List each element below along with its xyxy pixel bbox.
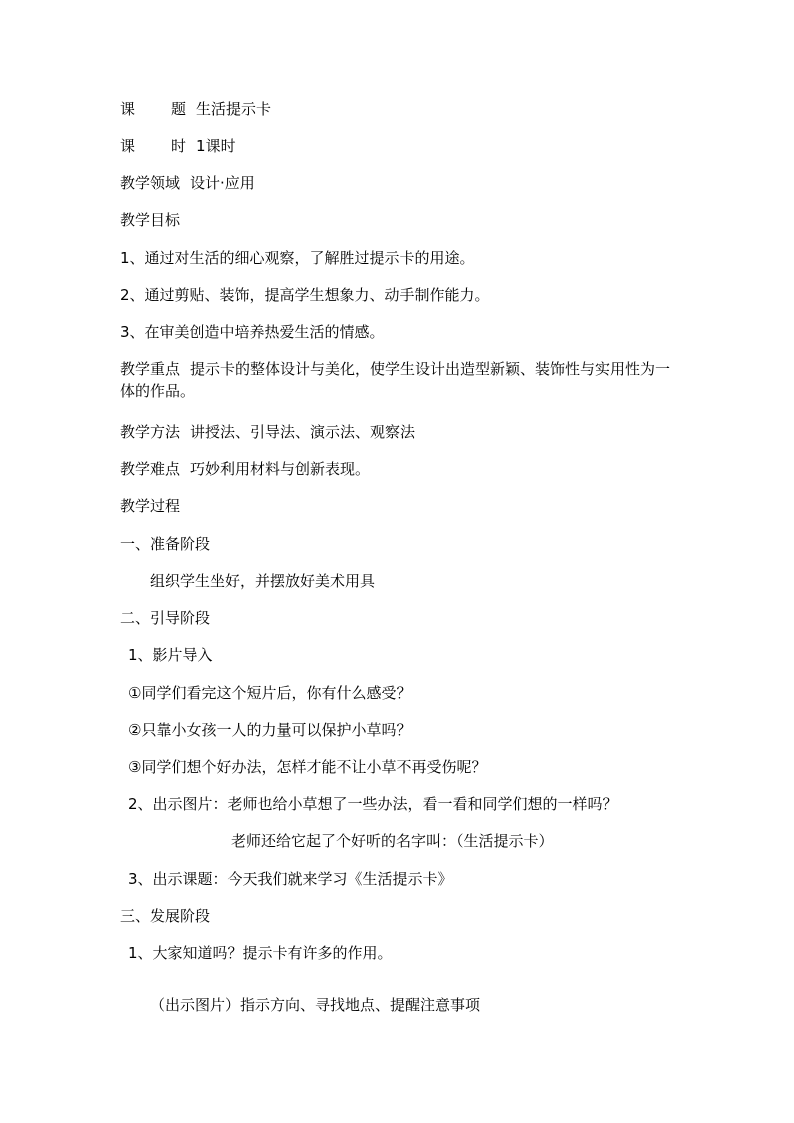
stage2-item: 3、出示课题：今天我们就来学习《生活提示卡》 <box>128 870 453 888</box>
stage3-item-continuation: （出示图片）指示方向、寻找地点、提醒注意事项 <box>150 996 481 1014</box>
time-label-b: 时 <box>171 137 187 155</box>
time-label-a: 课 <box>120 137 136 155</box>
methods-row <box>120 422 415 442</box>
topic-label-b: 题 <box>171 100 187 118</box>
stage2-item: 2、出示图片：老师也给小草想了一些办法，看一看和同学们想的一样吗？ <box>128 795 618 813</box>
difficulties-label: 教学难点 <box>120 460 181 478</box>
objective-item: 3、在审美创造中培养热爱生活的情感。 <box>120 323 385 341</box>
objective-item: 1、通过对生活的细心观察，了解胜过提示卡的用途。 <box>120 249 475 267</box>
key-points-label: 教学重点 <box>120 360 181 378</box>
domain-value: 设计·应用 <box>190 174 255 192</box>
domain-label: 教学领域 <box>120 174 181 192</box>
lesson-domain-row <box>120 173 255 193</box>
stage3-title: 三、发展阶段 <box>120 907 211 925</box>
stage1-title: 一、准备阶段 <box>120 535 211 553</box>
stage2-title: 二、引导阶段 <box>120 609 211 627</box>
stage2-question: ②只靠小女孩一人的力量可以保护小草吗？ <box>128 721 412 739</box>
stage1-line: 组织学生坐好，并摆放好美术用具 <box>150 572 376 590</box>
stage2-question: ③同学们想个好办法，怎样才能不让小草不再受伤呢？ <box>128 758 487 776</box>
difficulties-row <box>120 459 370 479</box>
lesson-time-row <box>120 136 236 156</box>
topic-value: 生活提示卡 <box>196 100 272 118</box>
time-value: 1课时 <box>196 137 236 155</box>
objective-item: 2、通过剪贴、装饰，提高学生想象力、动手制作能力。 <box>120 286 490 304</box>
stage2-item: 1、影片导入 <box>128 646 213 664</box>
methods-value: 讲授法、引导法、演示法、观察法 <box>190 423 416 441</box>
objectives-heading: 教学目标 <box>120 211 181 229</box>
key-points-value: 提示卡的整体设计与美化，使学生设计出造型新颖、装饰性与实用性为一体的作品。 <box>120 360 671 400</box>
topic-label-a: 课 <box>120 100 136 118</box>
methods-label: 教学方法 <box>120 423 181 441</box>
difficulties-value: 巧妙利用材料与创新表现。 <box>190 460 371 478</box>
stage2-question: ①同学们看完这个短片后，你有什么感受？ <box>128 684 412 702</box>
lesson-topic-row <box>120 99 271 119</box>
stage3-item: 1、大家知道吗？提示卡有许多的作用。 <box>128 944 393 962</box>
key-points-row <box>120 358 680 402</box>
stage2-item-continuation: 老师还给它起了个好听的名字叫：（生活提示卡） <box>231 832 554 850</box>
process-heading: 教学过程 <box>120 497 181 515</box>
